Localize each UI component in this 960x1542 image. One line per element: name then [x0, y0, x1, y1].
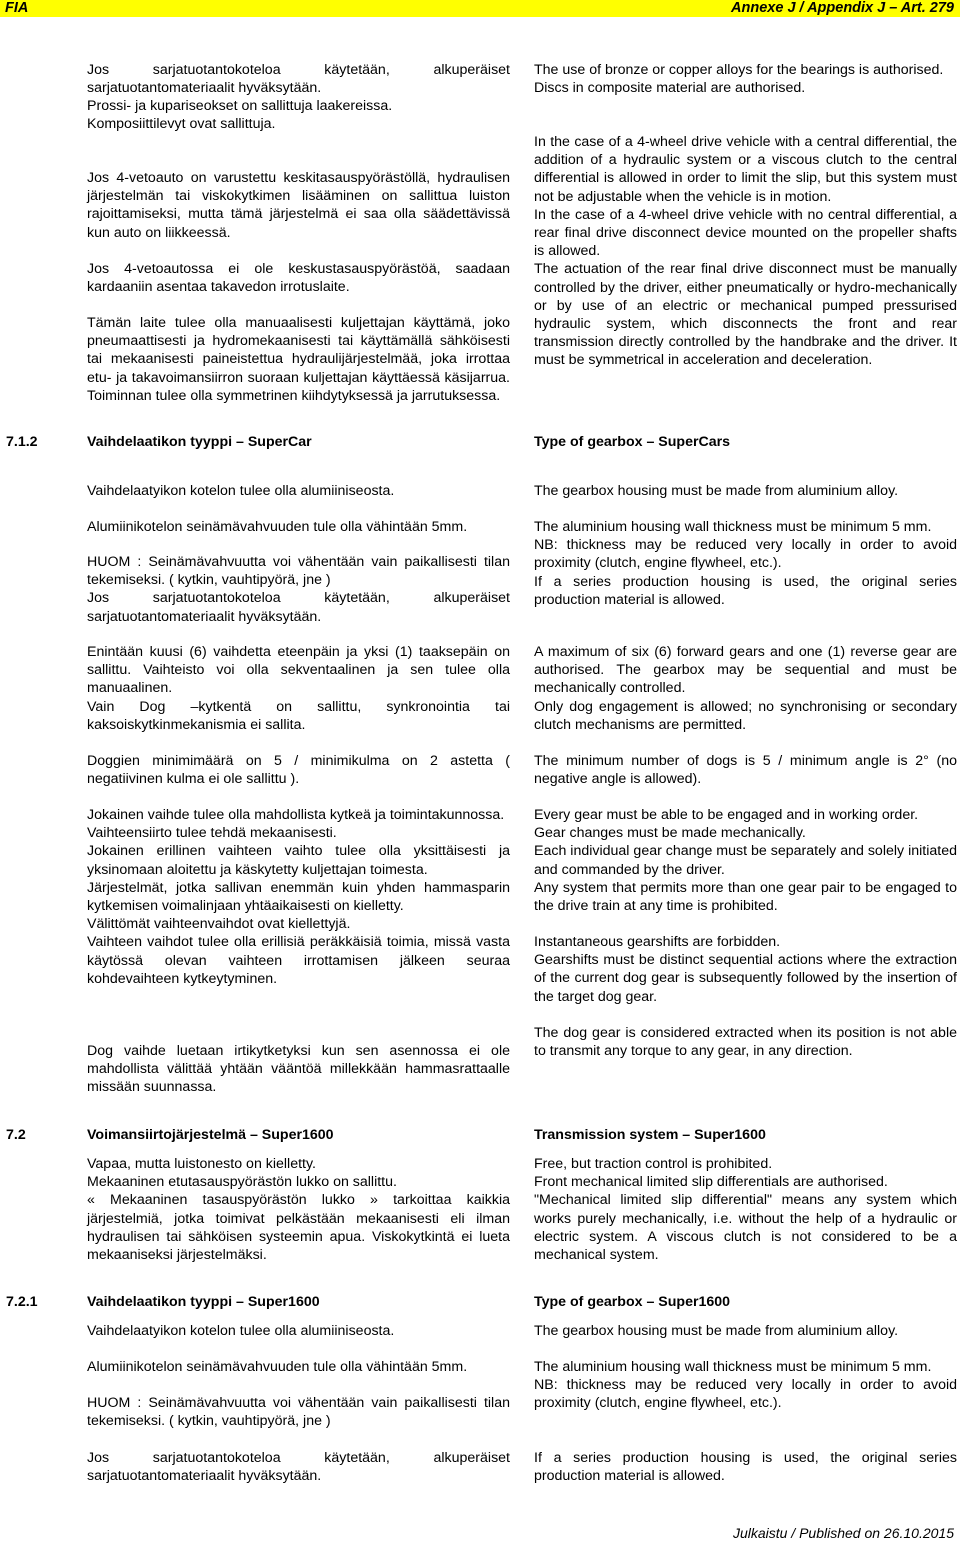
section-title-fi: Voimansiirtojärjestelmä – Super1600 [87, 1127, 334, 1143]
fi-paragraph: Komposiittilevyt ovat sallittuja. [87, 116, 276, 132]
fi-paragraph: Vaihdelaatyikon kotelon tulee olla alumiiniseosta. [87, 1323, 395, 1339]
fi-paragraph: Jos sarjatuotantokoteloa käytetään, alkuperäiset sarjatuotantomateriaalit hyväksytään. Prossi- ja kupariseokset on sallittuja laakereissa. [87, 62, 510, 115]
section-title-fi: Vaihdelaatikon tyyppi – Super1600 [87, 1294, 320, 1310]
page-header [0, 0, 960, 17]
en-paragraph: A maximum of six (6) forward gears and one (1) reverse gear are authorised. The gearbox may be sequential and must be mechanically controlled. Only dog engagement is allowed; no synchronising or secondary clutch mechanisms are permitted. [534, 644, 957, 733]
fi-paragraph: Vaihdelaatyikon kotelon tulee olla alumiiniseosta. [87, 483, 395, 499]
fi-paragraph: Jos sarjatuotantokoteloa käytetään, alkuperäiset sarjatuotantomateriaalit hyväksytään. [87, 1450, 510, 1485]
en-paragraph: The minimum number of dogs is 5 / minimum angle is 2° (no negative angle is allowed). [534, 753, 957, 788]
section-title-en: Transmission system – Super1600 [534, 1127, 766, 1143]
fi-paragraph: Jos 4-vetoautossa ei ole keskustasauspyörästöä, saadaan kardaaniin asentaa takavedon irrotuslaite. [87, 261, 510, 296]
fi-paragraph: HUOM : Seinämävahvuutta voi vähentään vain paikallisesti tilan tekemiseksi. ( kytkin, vauhtipyörä, jne ) [87, 1395, 510, 1430]
fi-paragraph: Jokainen vaihde tulee olla mahdollista kytkeä ja toimintakunnossa. Vaihteensiirto tulee tehdä mekaanisesti. Jokainen erillinen vaihteen vaihto tulee olla yksittäisesti ja yksinomaan aloitettu ja käskytetty kuljettajan toimesta. Järjestelmät, jotka sallivan enemmän kuin yhden hammasparin kytkemisen voimalinjaan yhtäaikaisesti on kielletty. Välittömät vaihteenvaihdot ovat kiellettyjä. Vaihteen vaihdot tulee olla erillisiä peräkkäisiä toimia, missä vasta käytössä olevan vaihteen irrottamisen jälkeen seuraa kohdevaihteen kytkeytyminen. [87, 807, 510, 987]
en-paragraph: Every gear must be able to be engaged and in working order. Gear changes must be made mechanically. Each individual gear change must be separately and solely initiated and commanded by the driver. Any system that permits more than one gear pair to be engaged to the drive train at any time is prohibited. [534, 807, 957, 915]
en-paragraph: Free, but traction control is prohibited. Front mechanical limited slip differentials are authorised. "Mechanical limited slip differential" means any system which works purely mechanically, i.e. without the help of a hydraulic or electric system. A viscous clutch is not considered to be a mechanical system. [534, 1156, 957, 1264]
header-org: FIA [5, 0, 29, 16]
fi-paragraph: Doggien minimimäärä on 5 / minimikulma on 2 astetta ( negatiivinen kulma ei ole sallittu ). [87, 753, 510, 788]
section-title-fi: Vaihdelaatikon tyyppi – SuperCar [87, 434, 312, 450]
fi-paragraph: Alumiinikotelon seinämävahvuuden tule olla vähintään 5mm. [87, 519, 468, 535]
fi-paragraph: Dog vaihde luetaan irtikytketyksi kun sen asennossa ei ole mahdollista välittää yhtään vääntöä millekkään hammasrattaalle missään suunnassa. [87, 1043, 510, 1096]
en-paragraph: The use of bronze or copper alloys for the bearings is authorised. Discs in composite material are authorised. [534, 62, 944, 97]
en-paragraph: The aluminium housing wall thickness must be minimum 5 mm. NB: thickness may be reduced very locally in order to avoid proximity (clutch, engine flywheel, etc.). If a series production housing is used, the original series production material is allowed. [534, 519, 957, 608]
section-number: 7.1.2 [6, 434, 38, 450]
section-number: 7.2 [6, 1127, 26, 1143]
header-article: Annexe J / Appendix J – Art. 279 [731, 0, 954, 16]
en-paragraph: The gearbox housing must be made from aluminium alloy. [534, 483, 899, 499]
fi-paragraph: Enintään kuusi (6) vaihdetta eteenpäin ja yksi (1) taaksepäin on sallittu. Vaihteisto voi olla sekventaalinen ja sen tulee olla manuaalinen. Vain Dog –kytkentä on sallittu, synkronointia tai kaksoiskytkinmekanismia ei sallita. [87, 644, 510, 733]
en-paragraph: Instantaneous gearshifts are forbidden. Gearshifts must be distinct sequential actions where the extraction of the current dog gear is subsequently followed by the insertion of the target dog gear. [534, 934, 957, 1005]
fi-paragraph: Jos 4-vetoauto on varustettu keskitasauspyörästöllä, hydraulisen järjestelmän tai viskokytkimen lisääminen on sallittua luiston rajoittamiseksi, mutta tämä järjestelmä ei saa olla säädettävissä kun auto on liikkeessä. [87, 170, 510, 241]
en-paragraph: In the case of a 4-wheel drive vehicle with a central differential, the addition of a hydraulic system or a viscous clutch to the central differential is allowed in order to limit the slip, but this system must not be adjustable when the vehicle is in motion. In the case of a 4-wheel drive vehicle with no central differential, a rear final drive disconnect device mounted on the propeller shafts is allowed. The actuation of the rear final drive disconnect must be manually controlled by the driver, either pneumatically or hydro-mechanically or by use of an electric or mechanical pumped pressurised hydraulic system, which disconnects the front and rear transmission directly controlled by the handbrake and the driver. It must be symmetrical in acceleration and deceleration. [534, 134, 957, 369]
section-title-en: Type of gearbox – SuperCars [534, 434, 731, 450]
publication-date: Julkaistu / Published on 26.10.2015 [732, 1525, 954, 1541]
fi-paragraph: HUOM : Seinämävahvuutta voi vähentään vain paikallisesti tilan tekemiseksi. ( kytkin, vauhtipyörä, jne ) Jos sarjatuotantokoteloa käytetään, alkuperäiset sarjatuotantomateriaalit hyväksytään. [87, 554, 510, 625]
en-paragraph: If a series production housing is used, the original series production material is allowed. [534, 1450, 957, 1485]
section-number: 7.2.1 [6, 1294, 38, 1310]
en-paragraph: The dog gear is considered extracted when its position is not able to transmit any torque to any gear, in any direction. [534, 1025, 957, 1060]
en-paragraph: The aluminium housing wall thickness must be minimum 5 mm. NB: thickness may be reduced very locally in order to avoid proximity (clutch, engine flywheel, etc.). [534, 1359, 957, 1412]
section-title-en: Type of gearbox – Super1600 [534, 1294, 731, 1310]
fi-paragraph: Alumiinikotelon seinämävahvuuden tule olla vähintään 5mm. [87, 1359, 468, 1375]
fi-paragraph: Vapaa, mutta luistonesto on kielletty. Mekaaninen etutasauspyörästön lukko on sallittu. « Mekaaninen tasauspyörästön lukko » tarkoittaa kaikkia järjestelmiä, jotka toimivat pelkästään mekaanisesti eli ilman hydraulisen tai sähköisen systeemin apua. Viskokytkintä ei lueta mekaaniseksi järjestelmäksi. [87, 1156, 510, 1264]
en-paragraph: The gearbox housing must be made from aluminium alloy. [534, 1323, 899, 1339]
fi-paragraph: Tämän laite tulee olla manuaalisesti kuljettajan käyttämä, joko pneumaattisesti ja hydromekaanisesti tai käyttämällä sähköisesti tai mekaanisesti paineistettua hydraulijärjestelmää, joka irrottaa etu- ja takavoimansiirron suoraan kuljettajan käyttäessä käsijarrua. Toiminnan tulee olla symmetrinen kiihdytyksessä ja jarrutuksessa. [87, 315, 510, 404]
